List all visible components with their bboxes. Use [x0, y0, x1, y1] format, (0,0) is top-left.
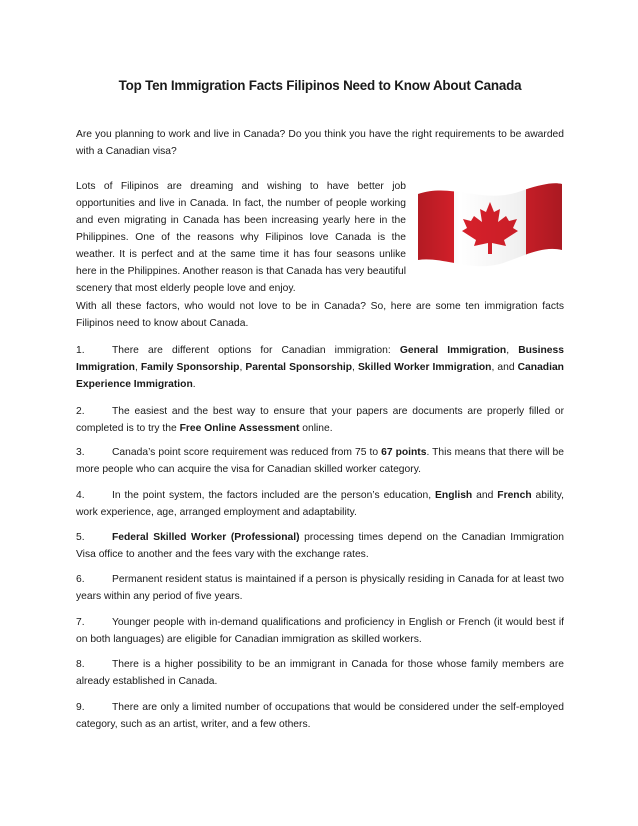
- canada-flag-image: [414, 176, 566, 276]
- item-bold: Federal Skilled Worker (Professional): [112, 532, 300, 543]
- item-text: ,: [239, 362, 246, 373]
- item-text: Younger people with in-demand qualifications and proficiency in English or French (it would best if on both languages) are eligible for Canadian immigration as skilled workers.: [76, 617, 564, 645]
- list-item-8: [76, 656, 564, 690]
- item-bold: General Immigration: [399, 345, 507, 356]
- item-text: There are only a limited number of occupations that would be considered under the self-employed category, such as an artist, writer, and a few others.: [76, 702, 564, 730]
- item-bold: 67 points: [381, 447, 427, 458]
- item-number: 2.: [76, 406, 85, 417]
- item-bold: Skilled Worker Immigration: [357, 362, 492, 373]
- item-text: . This means that there will be more people who can acquire the visa for Canadian skilled worker category.: [76, 447, 564, 475]
- item-number: 1.: [76, 345, 85, 356]
- item-text: and: [472, 490, 498, 501]
- item-text: online.: [299, 423, 333, 434]
- item-bold: English: [435, 490, 473, 501]
- list-item-3: [76, 444, 564, 478]
- item-text: ,: [134, 362, 141, 373]
- item-number: 7.: [76, 617, 85, 628]
- item-bold: French: [497, 490, 532, 501]
- flag-paragraph: Lots of Filipinos are dreaming and wishing to have better job opportunities and live in Canada. In fact, the number of people working and even migrating in Canada has been increasing yearly here in the Philippines. One of the reasons why Filipinos love Canada is the weather. It is perfect and at the same time it has four seasons unlike here in the Philippines. Another reason is that Canada has very beautiful scenery that most elderly people love and enjoy.: [76, 181, 406, 294]
- list-item-7: [76, 614, 564, 648]
- item-text: , and: [491, 362, 518, 373]
- item-bold: Free Online Assessment: [179, 423, 300, 434]
- list-item-9: [76, 699, 564, 733]
- item-bold: Family Sponsorship: [140, 362, 240, 373]
- item-text: In the point system, the factors included are the person’s education,: [112, 490, 436, 501]
- flag-shading: [414, 176, 566, 276]
- list-item-6: [76, 571, 564, 605]
- item-number: 9.: [76, 702, 85, 713]
- item-number: 8.: [76, 659, 85, 670]
- item-text: processing times depend on the Canadian Immigration Visa office to another and the fees vary with the exchange rates.: [76, 532, 565, 560]
- item-text: There is a higher possibility to be an immigrant in Canada for those whose family members are already established in Canada.: [76, 659, 564, 687]
- item-bold: Parental Sponsorship: [245, 362, 353, 373]
- item-text: ability, work experience, age, arranged employment and adaptability.: [76, 490, 564, 518]
- item-bold: Canadian Experience Immigration: [76, 362, 564, 390]
- item-number: 3.: [76, 447, 85, 458]
- item-text: .: [192, 379, 196, 390]
- item-text: Canada’s point score requirement was reduced from 75 to: [112, 447, 382, 458]
- list-item-4: [76, 487, 564, 521]
- item-text: Permanent resident status is maintained if a person is physically residing in Canada for at least two years within any period of five years.: [76, 574, 564, 602]
- document-title: Top Ten Immigration Facts Filipinos Need to Know About Canada: [118, 78, 522, 93]
- list-item-1: [76, 342, 564, 393]
- item-text: There are different options for Canadian immigration:: [112, 345, 400, 356]
- item-number: 4.: [76, 490, 85, 501]
- list-item-5: [76, 529, 564, 563]
- item-number: 5.: [76, 532, 85, 543]
- item-number: 6.: [76, 574, 85, 585]
- item-text: ,: [506, 345, 519, 356]
- intro-paragraph: Are you planning to work and live in Canada? Do you think you have the right requirements to be awarded with a Canadian visa?: [76, 129, 564, 157]
- item-bold: Business Immigration: [76, 345, 564, 373]
- list-item-2: [76, 403, 564, 437]
- lead-in-paragraph: With all these factors, who would not love to be in Canada? So, here are some ten immigration facts Filipinos need to know about Canada.: [76, 301, 564, 329]
- item-text: ,: [352, 362, 358, 373]
- item-text: The easiest and the best way to ensure that your papers are documents are properly filled or completed is to try the: [76, 406, 564, 434]
